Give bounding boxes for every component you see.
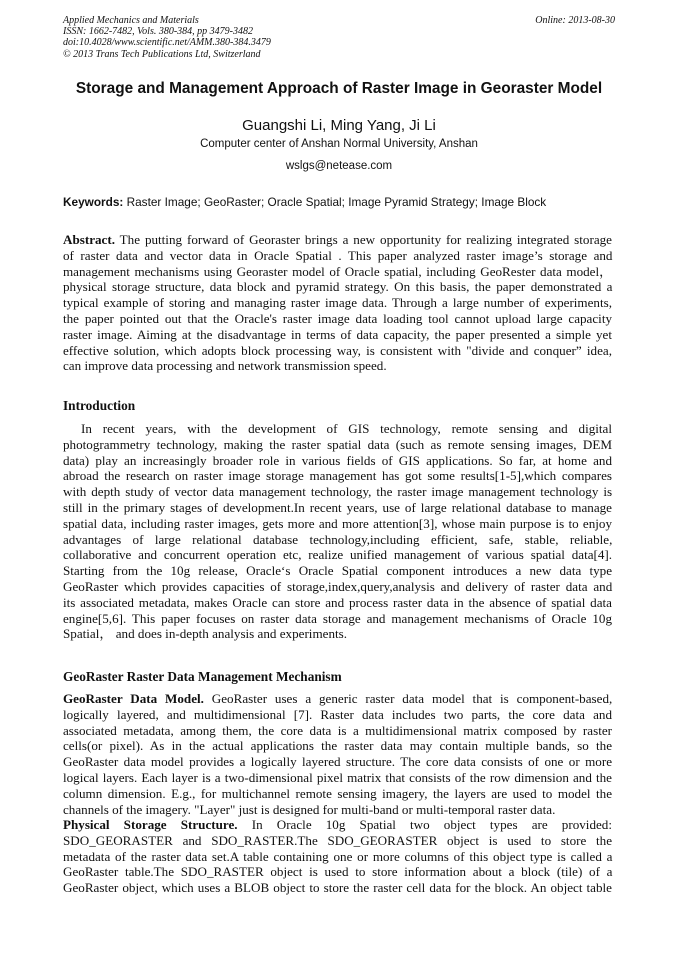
data-model-line: logically layered, and multidimensional [7]. Raster data includes two parts, the core data and — [63, 706, 612, 722]
doi-line: doi:10.4028/www.scientific.net/AMM.380-384.3479 — [63, 37, 271, 49]
georaster-data-model — [63, 691, 612, 817]
intro-line: abroad the research on raster image storage management has got some results[1-5],which compares — [63, 468, 613, 484]
intro-line: GeoRaster which provides capacities of storage,index,query,analysis and delivery of raster data and — [63, 578, 613, 594]
copyright-line: © 2013 Trans Tech Publications Ltd, Switzerland — [63, 48, 261, 60]
data-model-line: channels of the imagery. "Layer" just is designed for multi-band or multi-temporal raster data. — [63, 801, 556, 817]
intro-line: with depth study of vector data management technology, the raster image management technology is — [63, 484, 613, 500]
abstract-line: effective solution, which adopts block processing way, is consistent with "divide and conquer” idea, — [63, 342, 612, 358]
intro-line: collaborative and concurrent operation etc, realize unified management of various spatial data[4]. — [63, 547, 613, 563]
data-model-label: GeoRaster Data Model. — [63, 691, 204, 706]
intro-line: In recent years, with the development of GIS technology, remote sensing and digital — [81, 421, 612, 436]
abstract-line: raster image. Aiming at the disadvantage in terms of data capacity, the paper presented a simple yet — [63, 326, 612, 342]
abstract-line: Abstract. The putting forward of Georaster brings a new opportunity for realizing integrated storage — [63, 232, 612, 247]
keywords — [63, 195, 623, 209]
physical-storage-line: GeoRaster object, which uses a BLOB object to store the raster cell data for the block. An object table — [63, 880, 612, 896]
intro-line: Spatial， and does in-depth analysis and experiments. — [63, 626, 347, 642]
section-heading-introduction: Introduction — [63, 398, 136, 413]
abstract-line: typical example of storing and managing raster image data. Through a large number of experiments, — [63, 295, 612, 311]
intro-line: advantages of large relational database technology,including efficient, safe, stable, reliable, — [63, 531, 613, 547]
section-heading-georaster: GeoRaster Raster Data Management Mechanism — [63, 669, 342, 684]
author-affiliation: Computer center of Anshan Normal University, Anshan — [200, 138, 478, 150]
physical-storage-line: SDO_GEORASTER and SDO_RASTER.The SDO_GEORASTER object is used to store the — [63, 832, 613, 848]
abstract-line: physical storage structure, data block and pyramid strategy. On this basis, the paper demonstrated a — [63, 279, 613, 295]
data-model-line: cells(or pixel). As in the actual applications the raster data may contain multiple bands, so the — [63, 738, 612, 754]
abstract-line: of raster data and vector data in Oracle Spatial . This paper analyzed raster image’s storage and — [63, 247, 613, 263]
intro-line: Starting from the 10g release, Oracle‘s Oracle Spatial component introduces a new data type — [63, 563, 613, 579]
intro-line: still in the primary stages of development.In recent years, use of large relational database to manage — [63, 499, 612, 515]
keywords-label: Keywords: — [63, 195, 124, 209]
physical-storage-line: Physical Storage Structure. In Oracle 10g Spatial two object types are provided: — [63, 817, 612, 832]
abstract-line: can improve data processing and network transmission speed. — [63, 358, 387, 374]
author-email: wslgs@netease.com — [285, 160, 393, 172]
intro-line: engine[5,6]. This paper focuses on raster data storage and management mechanisms of Oracle 10g — [63, 610, 612, 626]
intro-line: data) play an increasingly broader role in various fields of GIS applications. So far, at home and — [63, 452, 612, 468]
data-model-line: GeoRaster data model provides a logically layered structure. The core data consists of one or more — [63, 754, 612, 770]
keywords-text: Raster Image; GeoRaster; Oracle Spatial; Image Pyramid Strategy; Image Block — [123, 195, 547, 209]
journal-name: Applied Mechanics and Materials — [63, 15, 199, 26]
physical-storage-structure — [63, 817, 612, 896]
paper-title: Storage and Management Approach of Raster Image in Georaster Model — [75, 80, 603, 97]
abstract — [63, 232, 612, 374]
physical-storage-line: metadata of the raster data set.A table containing one or more columns of this object type is called a — [63, 848, 613, 864]
intro-line: its associated metadata, makes Oracle can store and process raster data in the absence of spatial data — [63, 594, 612, 610]
data-model-line: logical layers. Each layer is a two-dimensional pixel matrix that consists of the row dimension and the — [63, 769, 612, 785]
online-date: Online: 2013-08-30 — [535, 15, 615, 26]
physical-storage-line: GeoRaster table.The SDO_RASTER object is used to store information about a block (tile) of a — [63, 864, 613, 880]
abstract-label: Abstract. — [63, 232, 115, 247]
data-model-line: GeoRaster Data Model. GeoRaster uses a generic raster data model that is component-based, — [63, 691, 613, 706]
abstract-line: the paper pointed out that the Oracle's raster image data loading tool cannot upload large capacity — [63, 310, 612, 326]
data-model-line: column dimension. E.g., for multichannel remote sensing imagery, the layers are used to model the — [63, 785, 613, 801]
abstract-line: management mechanisms using Georaster model of Oracle spatial, including GeoRester data model， — [63, 263, 613, 279]
data-model-line: associated metadata, among them, the core data is a multidimensional matrix composed by raster — [63, 722, 612, 738]
introduction-body — [63, 421, 612, 642]
issn-line: ISSN: 1662-7482, Vols. 380-384, pp 3479-3482 — [63, 26, 253, 38]
physical-storage-label: Physical Storage Structure. — [63, 817, 238, 832]
paper-authors: Guangshi Li, Ming Yang, Ji Li — [242, 117, 436, 134]
intro-line: spatial data, including raster images, gets more and more attention[3], whose main purpose is to enjoy — [63, 515, 612, 531]
intro-line: photogrammetry technology, making the raster spatial data (such as remote sensing images, DEM — [63, 436, 612, 452]
journal-header — [63, 15, 615, 60]
